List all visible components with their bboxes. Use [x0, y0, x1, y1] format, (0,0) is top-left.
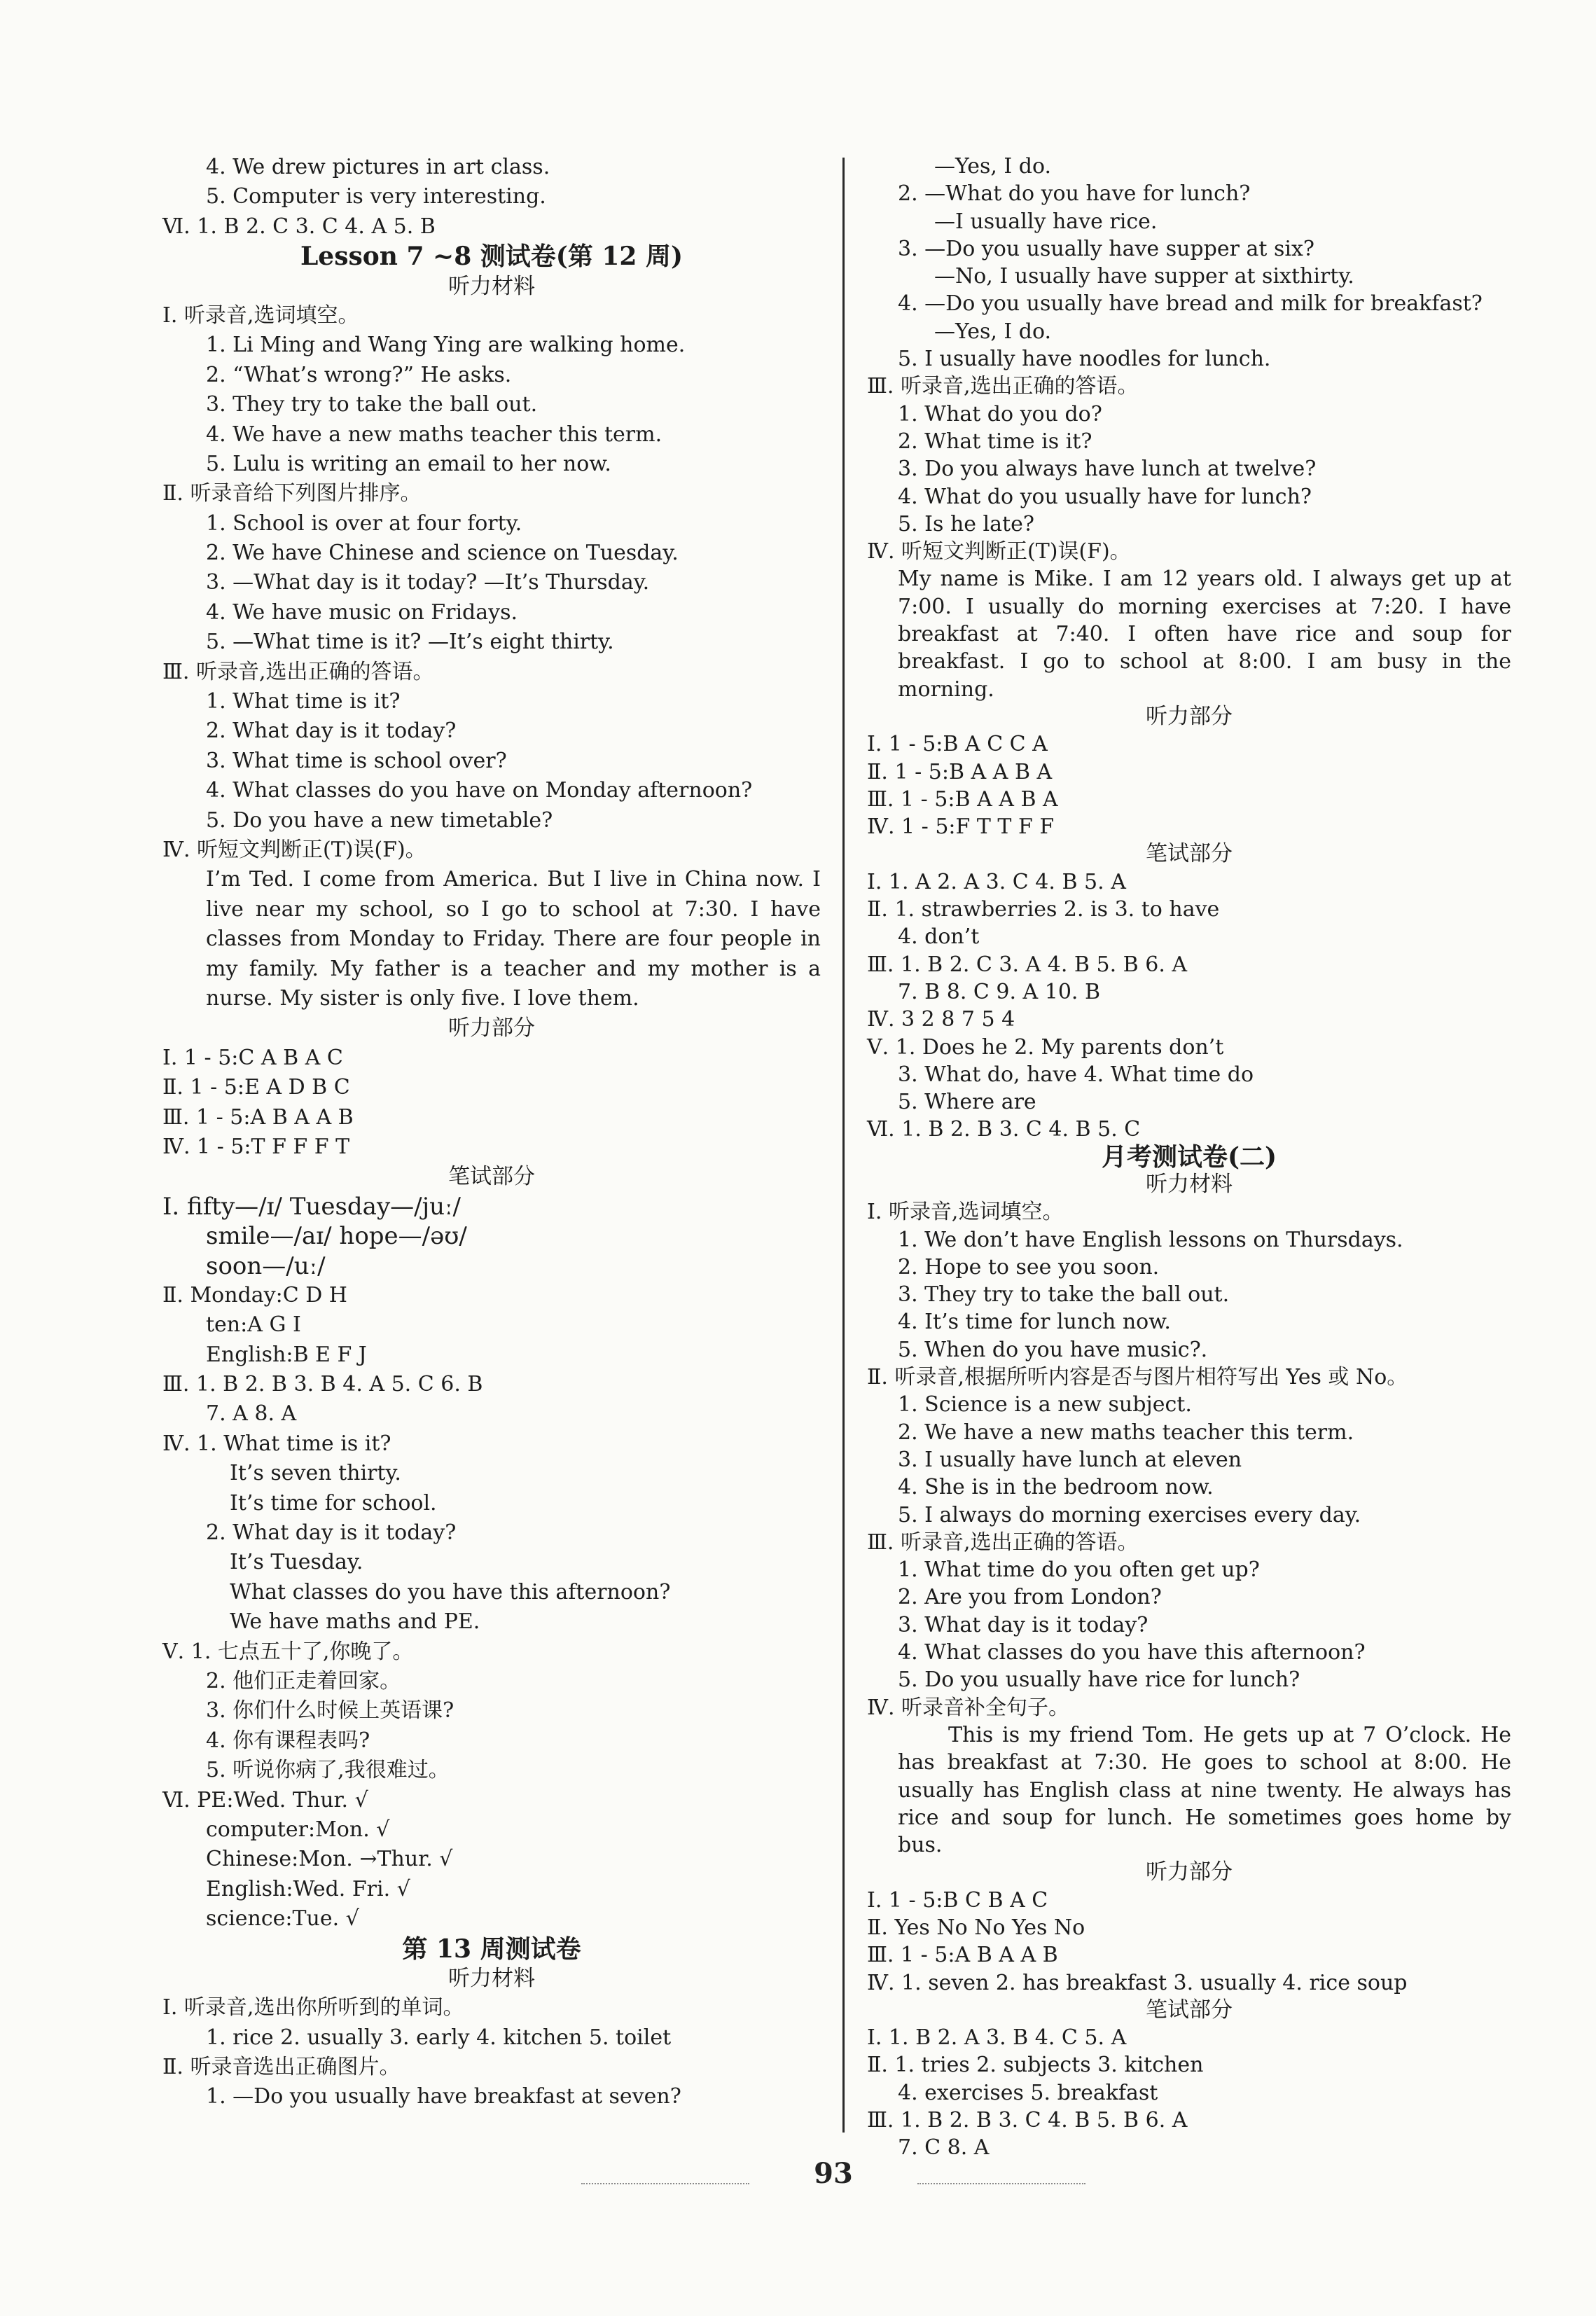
- text-line: 3. I usually have lunch at eleven: [898, 1447, 1242, 1472]
- text-line: 3. 你们什么时候上英语课?: [206, 1698, 454, 1724]
- text-line: Ⅰ. 听录音,选出你所听到的单词。: [162, 1995, 464, 2020]
- text-line: 3. What do, have 4. What time do: [898, 1062, 1254, 1087]
- text-line: 7. B 8. C 9. A 10. B: [898, 979, 1101, 1004]
- text-line: 5. Do you have a new timetable?: [206, 807, 553, 833]
- text-line: 2. Are you from London?: [898, 1585, 1162, 1610]
- text-line: 2. What day is it today?: [206, 719, 457, 744]
- text-line: 1. Science is a new subject.: [898, 1392, 1192, 1417]
- text-line: Ⅰ. fifty—/ɪ/ Tuesday—/juː/: [162, 1192, 461, 1221]
- section-title: 第 13 周测试卷: [402, 1934, 581, 1964]
- text-line: Ⅱ. 1 - 5:B A A B A: [867, 759, 1053, 784]
- text-line: ten:A G I: [206, 1312, 301, 1338]
- subsection-heading: 笔试部分: [448, 1164, 535, 1190]
- text-line: 1. What time is it?: [206, 689, 401, 714]
- page-number-rule-right: [917, 2183, 1085, 2184]
- text-line: Ⅱ. 听录音选出正确图片。: [162, 2055, 401, 2080]
- text-line: Ⅳ. 1 - 5:F T T F F: [867, 814, 1055, 840]
- text-line: Ⅲ. 听录音,选出正确的答语。: [867, 1530, 1139, 1555]
- text-line: 1. rice 2. usually 3. early 4. kitchen 5. toilet: [206, 2025, 672, 2050]
- passage-paragraph: I’m Ted. I come from America. But I live in China now. I live near my school, so I go to school at 7:30. I have classes from Monday to Friday. There are four people in my family. My father is a teacher and my mother is a nurse. My sister is only five. I love them.: [206, 867, 821, 1011]
- text-line: 5. When do you have music?.: [898, 1337, 1208, 1362]
- text-line: Ⅲ. 听录音,选出正确的答语。: [867, 374, 1139, 399]
- text-line: Ⅲ. 1 - 5:A B A A B: [162, 1104, 354, 1130]
- column-divider: [842, 158, 845, 2133]
- text-line: 1. We don’t have English lessons on Thursdays.: [898, 1227, 1403, 1252]
- text-line: 4. 你有课程表吗?: [206, 1728, 370, 1753]
- text-line: 3. What time is school over?: [206, 748, 507, 773]
- text-line: 1. What time do you often get up?: [898, 1558, 1260, 1583]
- subsection-heading: 笔试部分: [1146, 1997, 1233, 2023]
- text-line: 5. I usually have noodles for lunch.: [898, 347, 1271, 372]
- text-line: 4. It’s time for lunch now.: [898, 1310, 1171, 1335]
- text-line: What classes do you have this afternoon?: [230, 1579, 671, 1604]
- text-line: 1. —Do you usually have breakfast at seven?: [206, 2084, 681, 2109]
- text-line: 2. “What’s wrong?” He asks.: [206, 362, 512, 387]
- text-line: Ⅱ. 1 - 5:E A D B C: [162, 1075, 350, 1100]
- subsection-heading: 听力部分: [448, 1015, 535, 1041]
- text-line: 3. They try to take the ball out.: [206, 392, 538, 417]
- text-line: 5. Do you usually have rice for lunch?: [898, 1667, 1300, 1693]
- text-line: 4. We have a new maths teacher this term.: [206, 422, 662, 447]
- text-line: Ⅰ. 1. B 2. A 3. B 4. C 5. A: [867, 2025, 1127, 2051]
- text-line: Ⅳ. 听短文判断正(T)误(F)。: [162, 837, 426, 862]
- text-line: —No, I usually have supper at sixthirty.: [934, 264, 1354, 289]
- text-line: Ⅲ. 1. B 2. C 3. A 4. B 5. B 6. A: [867, 952, 1188, 977]
- text-line: Ⅴ. 1. 七点五十了,你晚了。: [162, 1639, 414, 1664]
- text-line: We have maths and PE.: [230, 1609, 480, 1635]
- text-line: Ⅳ. 1. seven 2. has breakfast 3. usually 4. rice soup: [867, 1970, 1408, 1995]
- text-line: —Yes, I do.: [934, 154, 1052, 179]
- text-line: English:B E F J: [206, 1342, 367, 1367]
- text-line: Ⅱ. Yes No No Yes No: [867, 1915, 1085, 1940]
- text-line: 4. don’t: [898, 924, 980, 950]
- text-line: 3. —Do you usually have supper at six?: [898, 236, 1314, 261]
- text-line: 3. Do you always have lunch at twelve?: [898, 457, 1317, 482]
- text-line: 4. What do you usually have for lunch?: [898, 484, 1312, 509]
- text-line: 4. What classes do you have this afternoon?: [898, 1640, 1366, 1665]
- text-line: 4. What classes do you have on Monday afternoon?: [206, 778, 753, 803]
- text-line: Ⅱ. 听录音,根据所听内容是否与图片相符写出 Yes 或 No。: [867, 1365, 1408, 1390]
- text-line: 4. She is in the bedroom now.: [898, 1475, 1214, 1500]
- text-line: Ⅳ. 1 - 5:T F F F T: [162, 1134, 350, 1159]
- subsection-heading: 听力部分: [1146, 703, 1233, 729]
- text-line: 3. What day is it today?: [898, 1612, 1149, 1637]
- text-line: Ⅱ. 1. strawberries 2. is 3. to have: [867, 897, 1220, 922]
- passage-paragraph: My name is Mike. I am 12 years old. I always get up at 7:00. I usually do morning exercises at 7:20. I have breakfast at 7:40. I often have rice and soup for breakfast. I go to school at 8:00. I am busy in the morning.: [898, 567, 1511, 702]
- subsection-heading: 笔试部分: [1146, 841, 1233, 867]
- text-line: 3. —What day is it today? —It’s Thursday.: [206, 570, 650, 595]
- text-line: Ⅲ. 1 - 5:B A A B A: [867, 786, 1058, 812]
- text-line: Ⅴ. 1. Does he 2. My parents don’t: [867, 1034, 1224, 1060]
- text-line: smile—/aɪ/ hope—/əʊ/: [206, 1222, 467, 1251]
- text-line: 1. Li Ming and Wang Ying are walking home.: [206, 333, 686, 358]
- text-line: Ⅳ. 1. What time is it?: [162, 1431, 391, 1456]
- page-number: 93: [814, 2157, 853, 2190]
- subsection-heading: 听力材料: [1146, 1171, 1233, 1197]
- text-line: Ⅱ. 听录音给下列图片排序。: [162, 481, 422, 506]
- text-line: 2. 他们正走着回家。: [206, 1669, 401, 1693]
- text-line: 2. What time is it?: [898, 429, 1092, 454]
- text-line: 1. School is over at four forty.: [206, 511, 522, 536]
- text-line: 5. Is he late?: [898, 511, 1034, 536]
- text-line: 2. We have a new maths teacher this term.: [898, 1420, 1354, 1445]
- text-line: 2. —What do you have for lunch?: [898, 181, 1251, 207]
- left-column: [162, 153, 821, 2112]
- text-line: Ⅱ. Monday:C D H: [162, 1282, 347, 1308]
- text-line: Ⅰ. 1. A 2. A 3. C 4. B 5. A: [867, 869, 1126, 894]
- text-line: 5. Where are: [898, 1090, 1036, 1115]
- right-column: [867, 153, 1511, 2162]
- text-line: —I usually have rice.: [934, 209, 1158, 234]
- subsection-heading: 听力材料: [448, 1965, 535, 1991]
- text-line: It’s time for school.: [230, 1490, 437, 1516]
- section-title: Lesson 7 ~8 测试卷(第 12 周): [300, 242, 683, 272]
- text-line: 3. They try to take the ball out.: [898, 1282, 1230, 1308]
- text-line: Chinese:Mon. →Thur. √: [206, 1847, 453, 1872]
- text-line: science:Tue. √: [206, 1906, 359, 1932]
- text-line: 7. C 8. A: [898, 2135, 990, 2161]
- text-line: Ⅲ. 1 - 5:A B A A B: [867, 1943, 1058, 1968]
- text-line: Ⅰ. 听录音,选词填空。: [867, 1200, 1064, 1225]
- text-line: 1. What do you do?: [898, 401, 1102, 427]
- text-line: Ⅰ. 1 - 5:C A B A C: [162, 1045, 343, 1070]
- text-line: Ⅱ. 1. tries 2. subjects 3. kitchen: [867, 2053, 1204, 2078]
- text-line: 4. We drew pictures in art class.: [206, 155, 550, 179]
- text-line: 5. —What time is it? —It’s eight thirty.: [206, 630, 614, 655]
- text-line: Ⅲ. 听录音,选出正确的答语。: [162, 659, 434, 684]
- text-line: 2. What day is it today?: [206, 1520, 457, 1546]
- text-line: It’s Tuesday.: [230, 1550, 363, 1575]
- passage-paragraph: This is my friend Tom. He gets up at 7 O’clock. He has breakfast at 7:30. He goes to school at 8:00. He usually has English class at nine twenty. He always has rice and soup for lunch. He sometimes goes home by bus.: [898, 1722, 1511, 1858]
- text-line: 5. I always do morning exercises every day.: [898, 1502, 1361, 1527]
- section-title: 月考测试卷(二): [1101, 1142, 1277, 1172]
- text-line: 7. A 8. A: [206, 1401, 297, 1427]
- subsection-heading: 听力材料: [448, 273, 535, 299]
- text-line: Ⅵ. PE:Wed. Thur. √: [162, 1787, 368, 1812]
- text-line: 4. We have music on Fridays.: [206, 599, 518, 625]
- text-line: 4. exercises 5. breakfast: [898, 2080, 1158, 2105]
- page-number-rule-left: [581, 2183, 749, 2184]
- text-line: Ⅳ. 3 2 8 7 5 4: [867, 1007, 1015, 1032]
- text-line: It’s seven thirty.: [230, 1461, 401, 1486]
- text-line: 5. Computer is very interesting.: [206, 184, 546, 209]
- text-line: 2. Hope to see you soon.: [898, 1254, 1160, 1280]
- text-line: Ⅳ. 听短文判断正(T)误(F)。: [867, 539, 1131, 564]
- text-line: —Yes, I do.: [934, 319, 1052, 344]
- text-line: Ⅳ. 听录音补全句子。: [867, 1695, 1070, 1720]
- text-line: 5. 听说你病了,我很难过。: [206, 1758, 450, 1783]
- text-line: Ⅲ. 1. B 2. B 3. C 4. B 5. B 6. A: [867, 2108, 1188, 2133]
- subsection-heading: 听力部分: [1146, 1859, 1233, 1885]
- text-line: Ⅰ. 听录音,选词填空。: [162, 303, 359, 328]
- text-line: Ⅵ. 1. B 2. B 3. C 4. B 5. C: [867, 1117, 1141, 1142]
- text-line: Ⅲ. 1. B 2. B 3. B 4. A 5. C 6. B: [162, 1372, 483, 1397]
- text-line: 2. We have Chinese and science on Tuesday.: [206, 541, 679, 566]
- text-line: 4. —Do you usually have bread and milk for breakfast?: [898, 291, 1483, 317]
- text-line: Ⅰ. 1 - 5:B A C C A: [867, 732, 1048, 757]
- text-line: English:Wed. Fri. √: [206, 1876, 410, 1901]
- text-line: soon—/uː/: [206, 1251, 326, 1280]
- text-line: Ⅵ. 1. B 2. C 3. C 4. A 5. B: [162, 214, 436, 239]
- text-line: Ⅰ. 1 - 5:B C B A C: [867, 1887, 1048, 1913]
- text-line: computer:Mon. √: [206, 1817, 390, 1842]
- text-line: 5. Lulu is writing an email to her now.: [206, 451, 611, 476]
